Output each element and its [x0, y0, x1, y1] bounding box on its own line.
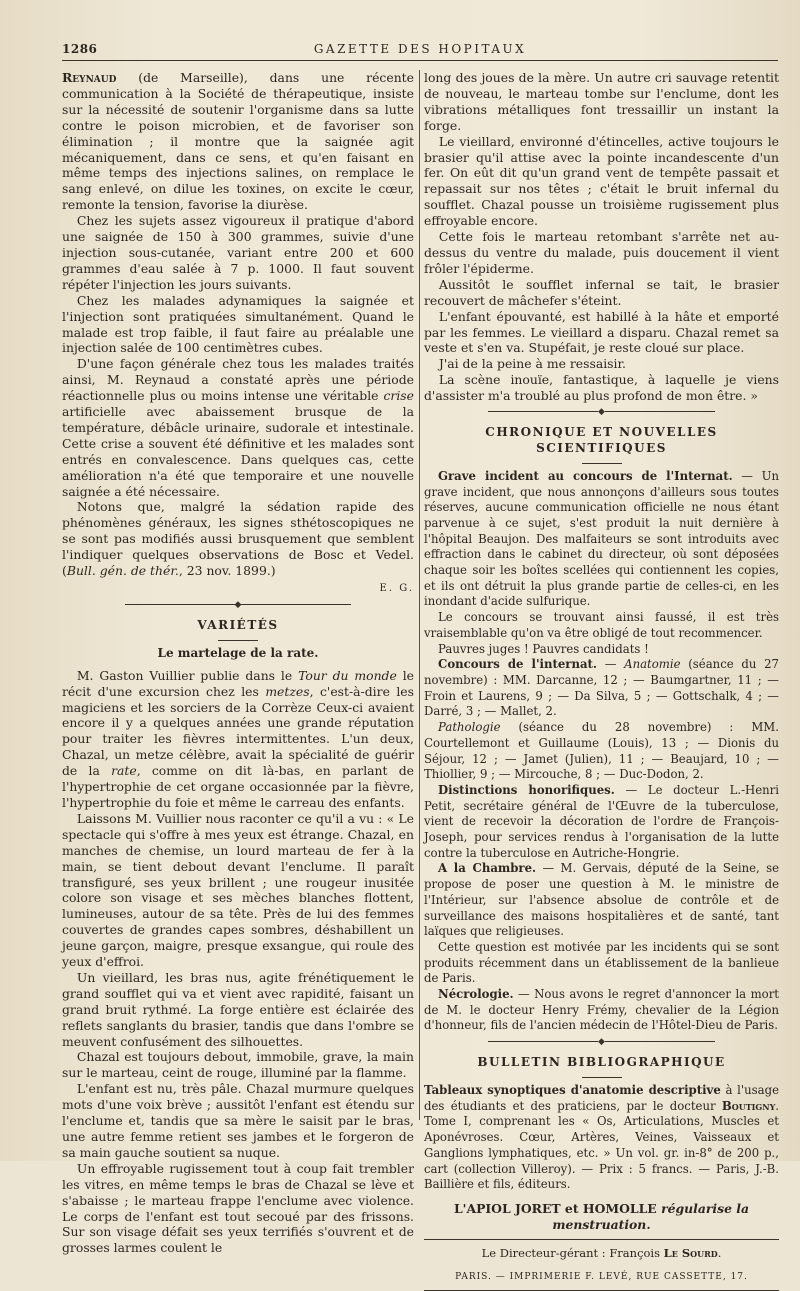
director-label: Le Directeur-gérant : François	[481, 1245, 664, 1260]
paragraph: Cette fois le marteau retombant s'arrête net au-dessus du ventre du malade, puis doucement il vient frôler l'épiderme.	[424, 229, 779, 276]
paragraph-text: à l'usage des étudiants et des praticiens, par le docteur	[424, 1083, 779, 1113]
paragraph: L'enfant est nu, très pâle. Chazal murmure quelques mots d'une voix brève ; aussitôt l'enfant est étendu sur l'enclume et, tandis que sa mère le saisit par le bras, une autre femme retient ses jambes et le forgeron de sa main gauche soutient sa nuque.	[62, 1081, 414, 1160]
italic-term: metzes	[265, 683, 310, 699]
paragraph: Laissons M. Vuillier nous raconter ce qu'il a vu : « Le spectacle qui s'offre à mes yeux est étrange. Chazal, en manches de chemise, un lourd marteau de fer à la main, se tient debout devant l'enclume. Il paraît transfiguré, ses yeux brillent ; une rougeur inusitée colore son visage et ses mèches blanches flottent, lumineuses, autour de sa tête. Près de lui des femmes couvertes de grandes capes sombres, déshabillent un jeune garçon, maigre, presque exsangue, qui roule des yeux d'effroi.	[62, 810, 414, 970]
news-item	[424, 987, 779, 1034]
paragraph	[62, 668, 414, 811]
italic-term: crise	[383, 388, 414, 404]
paragraph: long des joues de la mère. Un autre cri sauvage retentit de nouveau, le marteau tombe sur l'enclume, dont les vibrations métalliques font tressaillir un instant la forge.	[424, 70, 779, 133]
page-number: 1286	[62, 42, 98, 56]
news-item	[424, 783, 779, 862]
italic-term: Anatomie	[624, 657, 681, 672]
paragraph-text: —	[597, 657, 625, 672]
paragraph: L'enfant épouvanté, est habillé à la hâte et emporté par les femmes. Le vieillard a disparu. Chazal remet sa veste et s'en va. Stupéfait, je reste cloué sur place.	[424, 308, 779, 356]
short-rule	[582, 1077, 622, 1078]
news-item	[424, 469, 779, 610]
news-item	[424, 720, 779, 783]
journal-title: GAZETTE DES HOPITAUX	[313, 42, 527, 56]
paragraph-text: — M. Gervais, député de la Seine, se propose de poser une question à M. le ministre de l'Intérieur, sur l'absence absolue de contrôle et de surveillance des maisons hospitalières et de santé, tant laïques que religieuses.	[424, 861, 780, 939]
director-line	[424, 1246, 779, 1262]
section-title: VARIÉTÉS	[197, 617, 279, 632]
paragraph: Le vieillard, environné d'étincelles, active toujours le brasier qu'il attise avec la pointe incandescente d'un fer. On eût dit qu'un grand vent de tempête passait et repassait sur nos têtes ; c'était le bruit infernal du soufflet. Chazal pousse un troisième rugissement plus effroyable encore.	[424, 133, 779, 229]
paragraph-text: — Le docteur L.-Henri Petit, secrétaire général de l'Œuvre de la tuberculose, vient de recevoir la décoration de l'ordre de François-Joseph, pour services rendus à l'organisation de la lutte contre la tuberculose en Autriche-Hongrie.	[424, 782, 780, 860]
paragraph-text: (séance du 28 novembre) : MM. Courtellemont et Guillaume (Louis), 13 ; — Dionis du Séjour, 12 ; — Jamet (Julien), 11 ; — Beaujard, 10 ; — Thiollier, 9 ; — Mircouche, 8 ; — Duc-Dodon, 2.	[424, 720, 779, 782]
paragraph-text: , comme on dit là-bas, en parlant de l'hypertrophie de cet organe occasionnée par la fièvre, l'hypertrophie du foie et même le carreau des enfants.	[62, 763, 414, 810]
news-item	[424, 861, 779, 940]
short-rule	[218, 640, 258, 641]
news-heading: Nécrologie.	[438, 987, 514, 1002]
ornament-divider: ◆	[62, 601, 414, 610]
advert-brand: L'APIOL JORET et HOMOLLE	[453, 1200, 662, 1216]
advert-tagline: régularise la menstruation.	[552, 1200, 750, 1232]
paragraph: Chazal est toujours debout, immobile, grave, la main sur le marteau, ceint de rouge, illuminé par la flamme.	[62, 1049, 414, 1081]
footer-rule	[424, 1239, 779, 1240]
paragraph: Un effroyable rugissement tout à coup fait trembler les vitres, en même temps le bras de Chazal se lève et s'abaisse ; le marteau frappe l'enclume avec violence. Le corps de l'enfant est tout secoué par des frissons. Sur son visage défait ses yeux terrifiés s'ouvrent et de grosses larmes coulent le	[62, 1160, 414, 1256]
paragraph: Le concours se trouvant ainsi faussé, il est très vraisemblable qu'on va être obligé de tout recommencer.	[424, 610, 779, 640]
printer-rule	[424, 1290, 779, 1291]
paragraph-text: artificielle avec abaissement brusque de la température, débâcle urinaire, sudorale et intestinale. Cette crise a souvent été définitive et les malades sont entrés en convalescence. Dans quelques cas, cette amélioration n'a été que temporaire et une nouvelle saignée a été nécessaire.	[62, 404, 414, 499]
director-name: Le Sourd	[663, 1245, 718, 1260]
chronique-body	[424, 469, 779, 1034]
director-end: .	[717, 1245, 722, 1260]
ornament-divider: ◆	[424, 408, 779, 417]
author-name: Reynaud	[62, 70, 117, 85]
paragraph	[62, 70, 414, 213]
paragraph-text: , c'est-à-dire les magiciens et les sorciers de la Corrèze Ceux-ci avaient encore il y a quelques années une grande réputation pour traiter les fièvres intermittentes. L'un deux, Chazal, un metze célèbre, avait la spécialité de guérir de la	[62, 683, 414, 779]
paragraph-text: Notons que, malgré la sédation rapide des phénomènes généraux, les signes sthétoscopiques ne se sont pas modifiés aussi brusquement que semblent l'indiquer quelques observations de Bosc et Vedel. (	[62, 499, 414, 579]
paragraph: Cette question est motivée par les incidents qui se sont produits récemment dans un établissement de la banlieue de Paris.	[424, 939, 779, 986]
paragraph-text: M. Gaston Vuillier publie dans le	[76, 667, 299, 683]
section-title: CHRONIQUE ET NOUVELLES SCIENTIFIQUES	[485, 425, 718, 455]
paragraph-text: — Nous avons le regret d'annoncer la mort de M. le docteur Henry Frémy, chevalier de la Légion d'honneur, fils de l'ancien médecin de l'Hôtel-Dieu de Paris.	[424, 987, 779, 1033]
citation: Tour du monde	[298, 667, 397, 683]
entry-heading: Tableaux synoptiques d'anatomie descriptive	[424, 1083, 721, 1098]
section-title: BULLETIN BIBLIOGRAPHIQUE	[477, 1055, 726, 1070]
paragraph-text: , 23 nov. 1899.)	[178, 563, 276, 579]
left-column	[62, 70, 414, 1256]
news-item	[424, 657, 779, 720]
news-heading: A la Chambre.	[438, 861, 537, 876]
paragraph-text: D'une façon générale chez tous les malades traités ainsi, M. Reynaud a constaté après une période réactionnelle plus ou moins intense une véritable	[62, 356, 414, 404]
paragraph: Pauvres juges ! Pauvres candidats !	[438, 641, 649, 656]
column-divider	[419, 70, 420, 1120]
paragraph: Chez les sujets assez vigoureux il pratique d'abord une saignée de 150 à 300 grammes, suivie d'une injection sous-cutanée, variant entre 200 et 600 grammes d'eau salée à 7 p. 1000. Il faut souvent répéter l'injection les jours suivants.	[62, 213, 414, 292]
author-name: Boutigny	[721, 1098, 776, 1113]
printer-line: PARIS. — IMPRIMERIE F. LEVÉ, RUE CASSETTE, 17.	[455, 1271, 748, 1282]
right-column	[424, 70, 779, 1291]
advertisement	[424, 1201, 779, 1233]
news-heading: Distinctions honorifiques.	[438, 782, 615, 797]
italic-term: Pathologie	[438, 720, 501, 735]
paragraph: Chez les malades adynamiques la saignée et l'injection sont pratiquées simultanément. Quand le malade est trop faible, il faut faire au préalable une injection salée de 100 centimètres cubes.	[62, 292, 414, 356]
paragraph: La scène inouïe, fantastique, à laquelle je viens d'assister m'a troublé au plus profond de mon être. »	[424, 372, 779, 404]
paragraph-text: (séance du 27 novembre) : MM. Darcanne, 12 ; — Baumgartner, 11 ; — Froin et Laurens, 9 ; — Da Silva, 5 ; — Gottschalk, 4 ; — Darré, 3 ; — Mallet, 2.	[424, 657, 779, 719]
paragraph-text: (de Marseille), dans une récente communication à la Société de thérapeutique, insiste sur la nécessité de soutenir l'organisme dans sa lutte contre le poison microbien, et de favoriser son élimination ; il montre que la saignée agit mécaniquement, dans ce sens, et qu'en faisant en même temps des injections salines, on remplace le sang enlevé, on dilue les toxines, on excite le cœur, remonte la tension, favorise la diurèse.	[62, 70, 414, 213]
news-heading: Grave incident au concours de l'Internat.	[438, 468, 733, 483]
paragraph-text: le récit d'une excursion chez les	[62, 667, 414, 699]
paragraph-text: — Un grave incident, que nous annonçons d'ailleurs sous toutes réserves, aucune communication officielle ne nous étant parvenue à ce sujet, s'est produit la nuit dernière à l'hôpital Beaujon. Des malfaiteurs se sont introduits avec effraction dans le cabinet du directeur, où sont déposées chaque soir les boîtes scellées qui contiennent les copies, et ils ont détruit la plus grande partie de celles-ci, en les inondant d'acide sulfurique.	[424, 468, 780, 609]
article-title: Le martelage de la rate.	[157, 645, 319, 660]
ornament-divider: ◆	[424, 1038, 779, 1047]
signature: E. G.	[379, 583, 414, 594]
paragraph-text: . Tome I, comprenant les « Os, Articulations, Muscles et Aponévroses. Cœur, Artères, Veines, Vaisseaux et Ganglions lymphatiques, etc. » Un vol. gr. in-8° de 200 p., cart (collection Villeroy). — Prix : 5 francs. — Paris, J.-B. Baillière et fils, éditeurs.	[424, 1098, 779, 1192]
bibliography-entry	[424, 1083, 779, 1193]
short-rule	[582, 463, 622, 464]
news-heading: Concours de l'internat.	[438, 657, 597, 672]
paragraph	[62, 356, 414, 499]
paragraph	[62, 499, 414, 579]
citation: Bull. gén. de thér.	[66, 563, 179, 579]
paragraph: Aussitôt le soufflet infernal se tait, le brasier recouvert de mâchefer s'éteint.	[424, 276, 779, 308]
italic-term: rate	[111, 763, 137, 779]
paragraph: Un vieillard, les bras nus, agite frénétiquement le grand soufflet qui va et vient avec rapidité, faisant un grand bruit rythmé. La forge entière est éclairée des reflets sanglants du brasier, tandis que dans l'ombre se meuvent confusément des silhouettes.	[62, 969, 414, 1049]
bulletin-body	[424, 1083, 779, 1193]
header-rule	[62, 60, 778, 61]
paragraph: J'ai de la peine à me ressaisir.	[438, 356, 626, 372]
